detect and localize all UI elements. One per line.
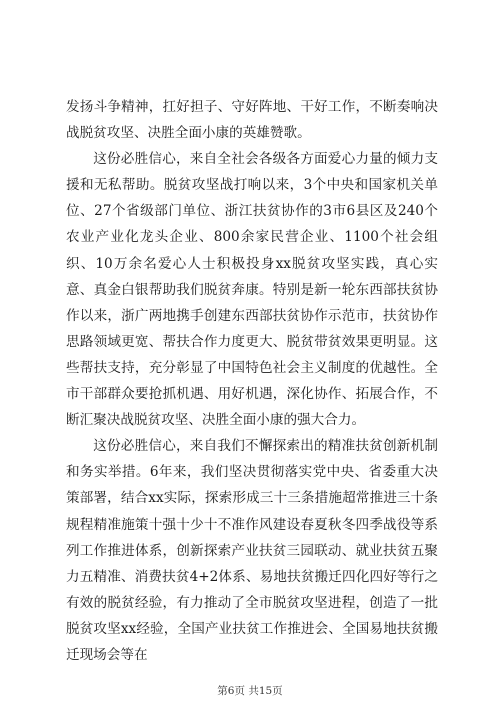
body-text: [66, 94, 438, 668]
paragraph-continuation: 发扬斗争精神，扛好担子、守好阵地、干好工作，不断奏响决战脱贫攻坚、决胜全面小康的英雄赞歌。: [66, 99, 438, 142]
page-number-footer: 第6页 共15页: [217, 685, 283, 697]
paragraph-social-support: 这份必胜信心，来自全社会各级各方面爱心力量的倾力支援和无私帮助。脱贫攻坚战打响以来，3个中央和国家机关单位、27个省级部门单位、浙江扶贫协作的3市6县区及240个农业产业化龙头企业、800余家民营企业、1100个社会组织、10万余名爱心人士积极投身xx脱贫攻坚实践，真心实意、真金白银帮助我们脱贫奔康。特别是新一轮东西部扶贫协作以来，浙广两地携手创建东西部扶贫协作示范市，扶贫协作思路领域更宽、帮扶合作力度更大、脱贫带贫效果更明显。这些帮扶支持，充分彰显了中国特色社会主义制度的优越性。全市干部群众要抢抓机遇、用好机遇，深化协作、拓展合作，不断汇聚决战脱贫攻坚、决胜全面小康的强大合力。: [66, 151, 438, 429]
paragraph-poverty-mechanism: 这份必胜信心，来自我们不懈探索出的精准扶贫创新机制和务实举措。6年来，我们坚决贯彻落实党中央、省委重大决策部署，结合xx实际，探索形成三十三条措施超常推进三十条规程精准施策十强十少十不准作风建设春夏秋冬四季战役等系列工作推进体系，创新探索产业扶贫三园联动、就业扶贫五聚力五精准、消费扶贫4+2体系、易地扶贫搬迁四化四好等行之有效的脱贫经验，有力推动了全市脱贫攻坚进程，创造了一批脱贫攻坚xx经验，全国产业扶贫工作推进会、全国易地扶贫搬迁现场会等在: [66, 438, 438, 663]
